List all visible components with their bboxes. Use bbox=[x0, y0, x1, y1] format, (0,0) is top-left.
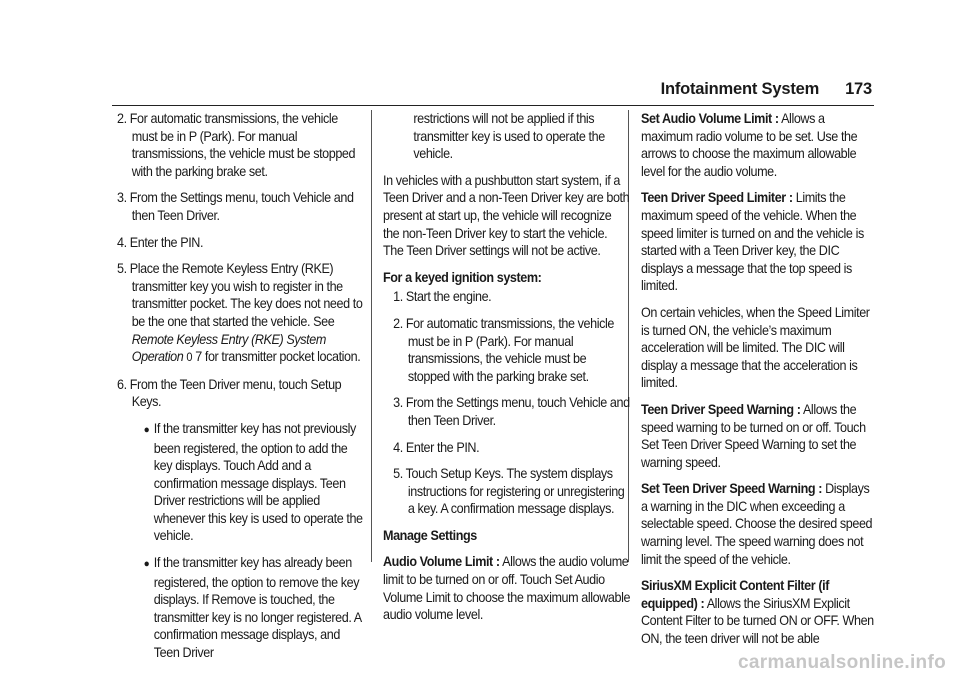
step-5-text: 5. Place the Remote Keyless Entry (RKE) transmitter key you wish to register in the transmitter pocket. The key does not need to be the one that started the vehicle. See bbox=[117, 261, 363, 329]
keyed-step-2: 2. For automatic transmissions, the vehicle must be in P (Park). For manual transmissions, the vehicle must be stopped with the parking brake set. bbox=[393, 315, 614, 384]
speed-warning-label: Teen Driver Speed Warning : bbox=[641, 401, 801, 417]
column-left bbox=[117, 110, 365, 671]
bullet-text: If the transmitter key has not previously been registered, the option to add the key displays. Touch Add and a confirmation message displays. Teen Driver restrictions will be applied whenever this key is used to operate the vehicle. bbox=[153, 420, 363, 544]
header-rule bbox=[112, 105, 874, 106]
manage-settings-heading: Manage Settings bbox=[383, 527, 477, 543]
audio-volume-limit-label: Audio Volume Limit : bbox=[383, 554, 500, 570]
step-5-page: 7 for transmitter pocket location. bbox=[192, 349, 361, 365]
bullet-continuation: restrictions will not be applied if this transmitter key is used to operate the vehicle. bbox=[413, 111, 605, 162]
bullet-text: If the transmitter key has already been registered, the option to remove the key displays. If Remove is touched, the transmitter key is no longer registered. A confirmation message displays, and Teen Driver bbox=[153, 555, 362, 661]
keyed-step-1: 1. Start the engine. bbox=[393, 289, 492, 305]
speed-warning: Teen Driver Speed Warning : Allows the speed warning to be turned on or off. Touch Set Teen Driver Speed Warning to set the warning speed. bbox=[641, 401, 866, 470]
bullet-icon: ● bbox=[143, 558, 150, 571]
bullet-item bbox=[117, 420, 365, 545]
set-speed-warning: Set Teen Driver Speed Warning : Displays a warning in the DIC when exceeding a selectable speed. Choose the desired speed warning level. The speed warning does not limit the speed of the vehicle. bbox=[641, 481, 873, 567]
step-3: 3. From the Settings menu, touch Vehicle and then Teen Driver. bbox=[117, 190, 354, 223]
speed-limiter-label: Teen Driver Speed Limiter : bbox=[641, 190, 793, 206]
rke-cross-reference[interactable]: Remote Keyless Entry (RKE) System Operation bbox=[131, 331, 326, 365]
column-middle bbox=[383, 110, 630, 633]
page-header bbox=[0, 80, 872, 99]
siriusxm-filter: SiriusXM Explicit Content Filter (if equipped) : Allows the SiriusXM Explicit Content Filter to be turned ON or OFF. When ON, the teen driver will not be able bbox=[641, 578, 874, 647]
bullet-item bbox=[117, 554, 365, 662]
page-title: Infotainment System bbox=[660, 80, 820, 98]
acceleration-note: On certain vehicles, when the Speed Limiter is turned ON, the vehicle’s maximum acceleration will be limited. The DIC will display a message that the acceleration is limited. bbox=[641, 304, 870, 391]
keyed-step-4: 4. Enter the PIN. bbox=[393, 439, 480, 455]
step-2: 2. For automatic transmissions, the vehicle must be in P (Park). For manual transmissions, the vehicle must be stopped with the parking brake set. bbox=[117, 111, 356, 179]
set-audio-volume-limit: Set Audio Volume Limit : Allows a maximum radio volume to be set. Use the arrows to choose the maximum allowable level for the audio volume. bbox=[641, 111, 858, 179]
keyed-step-3: 3. From the Settings menu, touch Vehicle and then Teen Driver. bbox=[393, 395, 630, 428]
column-right bbox=[641, 110, 878, 657]
set-audio-volume-limit-label: Set Audio Volume Limit : bbox=[641, 111, 779, 126]
keyed-ignition-heading: For a keyed ignition system: bbox=[383, 269, 542, 285]
keyed-step-5: 5. Touch Setup Keys. The system displays instructions for registering or unregistering a key. A confirmation message displays. bbox=[393, 466, 625, 517]
page-number: 173 bbox=[845, 80, 872, 98]
step-4: 4. Enter the PIN. bbox=[117, 234, 204, 250]
siriusxm-filter-label: SiriusXM Explicit Content Filter (if equipped) : bbox=[641, 578, 829, 611]
page-ref-arrow-icon: 0 bbox=[186, 350, 193, 365]
speed-limiter: Teen Driver Speed Limiter : Limits the maximum speed of the vehicle. When the speed limiter is turned on and the vehicle is started with a Teen Driver key, the DIC displays a message that the top speed is limited. bbox=[641, 190, 864, 294]
bullet-icon: ● bbox=[143, 423, 150, 436]
watermark: carmanualsonline.info bbox=[738, 652, 946, 673]
pushbutton-paragraph: In vehicles with a pushbutton start system, if a Teen Driver and a non-Teen Driver key are both present at start up, the vehicle will recognize the non-Teen Driver key to start the vehicle. The Teen Driver settings will not be active. bbox=[383, 172, 630, 259]
step-5 bbox=[117, 260, 365, 367]
column-divider bbox=[371, 110, 372, 562]
set-speed-warning-label: Set Teen Driver Speed Warning : bbox=[641, 481, 822, 497]
audio-volume-limit: Audio Volume Limit : Allows the audio volume limit to be turned on or off. Touch Set Audio Volume Limit to choose the maximum allowable audio volume level. bbox=[383, 554, 631, 623]
step-6: 6. From the Teen Driver menu, touch Setup Keys. bbox=[117, 376, 342, 410]
